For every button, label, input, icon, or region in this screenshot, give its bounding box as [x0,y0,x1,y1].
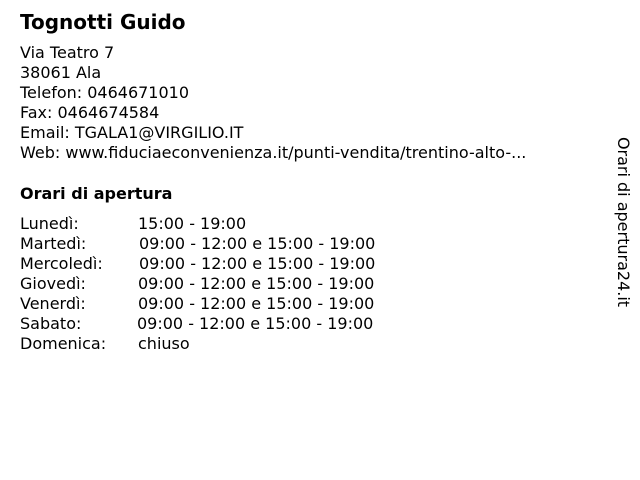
day-label: Martedì: [20,234,87,253]
opening-hours-heading: Orari di apertura [20,184,173,203]
day-hours: 15:00 - 19:00 [138,214,247,233]
address-city: 38061 Ala [20,63,102,82]
site-watermark: Orari di apertura24.it [614,136,633,308]
day-hours: chiuso [138,334,190,353]
website-link[interactable]: Web: www.fiduciaeconvenienza.it/punti-vendita/trentino-alto-... [20,143,527,162]
day-label: Sabato: [20,314,82,333]
email-link[interactable]: Email: TGALA1@VIRGILIO.IT [20,123,244,142]
day-hours: 09:00 - 12:00 e 15:00 - 19:00 [139,234,376,253]
phone-number[interactable]: Telefon: 0464671010 [20,83,190,102]
contact-details [20,43,526,163]
day-label: Giovedì: [20,274,86,293]
day-label: Mercoledì: [20,254,103,273]
business-name: Tognotti Guido [20,10,186,34]
day-hours: 09:00 - 12:00 e 15:00 - 19:00 [138,274,375,293]
day-hours: 09:00 - 12:00 e 15:00 - 19:00 [138,294,375,313]
day-label: Lunedì: [20,214,79,233]
day-label: Venerdì: [20,294,86,313]
address-street: Via Teatro 7 [20,43,115,62]
fax-number: Fax: 0464674584 [20,103,160,122]
day-hours: 09:00 - 12:00 e 15:00 - 19:00 [137,314,374,333]
day-label: Domenica: [20,334,107,353]
day-hours: 09:00 - 12:00 e 15:00 - 19:00 [139,254,376,273]
